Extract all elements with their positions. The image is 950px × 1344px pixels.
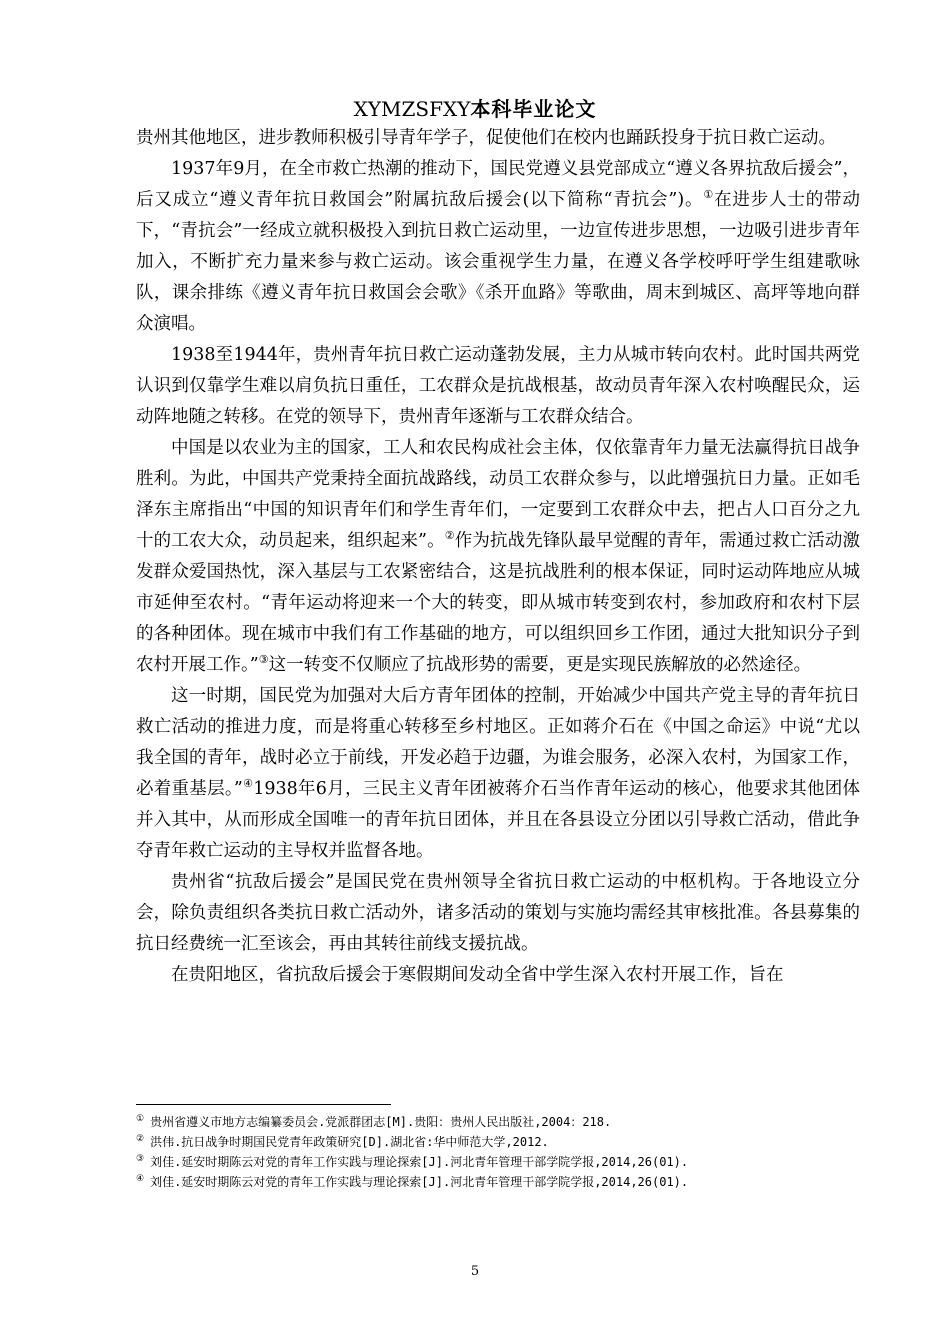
paragraph-text: 1938至1944年，贵州青年抗日救亡运动蓬勃发展，主力从城市转向农村。此时国共两党认识到仅靠学生难以肩负抗日重任，工农群众是抗战根基，故动员青年深入农村唤醒民众，运动阵地随之转移。在党的领导下，贵州青年逐渐与工农群众结合。 <box>136 345 860 427</box>
paragraph-text: 在进步人士的带动下，“青抗会”一经成立就积极投入到抗日救亡运动里，一边宣传进步思想，一边吸引进步青年加入，不断扩充力量来参与救亡运动。该会重视学生力量，在遵义各学校呼吁学生组建歌咏队，课余排练《遵义青年抗日救国会会歌》《杀开血路》等歌曲，周末到城区、高坪等地向群众演唱。 <box>136 190 860 334</box>
footnote-mark: ③ <box>136 1154 145 1164</box>
paragraph-text: 这一时期，国民党为加强对大后方青年团体的控制，开始减少中国共产党主导的青年抗日救亡活动的推进力度，而是将重心转移至乡村地区。正如蒋介石在《中国之命运》中说“尤以我全国的青年，战时必立于前线，开发必趋于边疆，为谁会服务，必深入农村，为国家工作，必着重基层。” <box>136 686 860 799</box>
paragraph <box>136 154 860 340</box>
footnote-ref: ① <box>703 188 715 202</box>
paragraph <box>136 123 860 154</box>
paragraph <box>136 681 860 867</box>
footnote-mark: ① <box>136 1114 145 1124</box>
footnote <box>136 1152 776 1172</box>
paragraph <box>136 867 860 960</box>
header-title: 本科毕业论文 <box>470 97 597 121</box>
paragraph <box>136 960 860 991</box>
footnote <box>136 1172 776 1192</box>
paragraph-text: 贵州省“抗敌后援会”是国民党在贵州领导全省抗日救亡运动的中枢机构。于各地设立分会，除负责组织各类抗日救亡活动外，诸多活动的策划与实施均需经其审核批准。各县募集的抗日经费统一汇至该会，再由其转往前线支援抗战。 <box>136 872 860 954</box>
footnote <box>136 1132 776 1152</box>
footnote-text: 贵州省遵义市地方志编纂委员会.党派群团志[M].贵阳：贵州人民出版社,2004：218. <box>150 1115 612 1129</box>
paragraph-text: 中国是以农业为主的国家，工人和农民构成社会主体，仅依靠青年力量无法赢得抗日战争胜利。为此，中国共产党秉持全面抗战路线，动员工农群众参与，以此增强抗日力量。正如毛泽东主席指出“中国的知识青年们和学生青年们，一定要到工农群众中去，把占人口百分之九十的工农大众，动员起来，组织起来”。 <box>136 438 860 551</box>
paragraph-text: 在贵阳地区，省抗敌后援会于寒假期间发动全省中学生深入农村开展工作，旨在 <box>171 965 784 985</box>
page-header <box>0 93 950 122</box>
footnote-ref: ④ <box>242 777 254 791</box>
footnote-text: 刘佳.延安时期陈云对党的青年工作实践与理论探索[J].河北青年管理干部学院学报,2014,26(01). <box>150 1155 689 1169</box>
paragraph-text: 1937年9月，在全市救亡热潮的推动下，国民党遵义县党部成立“遵义各界抗敌后援会”，后又成立“遵义青年抗日救国会”附属抗敌后援会(以下简称“青抗会”)。 <box>136 159 860 210</box>
paragraph-text: 贵州其他地区，进步教师积极引导青年学子，促使他们在校内也踊跃投身于抗日救亡运动。 <box>136 128 836 148</box>
footnote-mark: ④ <box>136 1174 145 1184</box>
footnote-text: 刘佳.延安时期陈云对党的青年工作实践与理论探索[J].河北青年管理干部学院学报,2014,26(01). <box>150 1175 689 1189</box>
paragraph-text: 1938年6月，三民主义青年团被蒋介石当作青年运动的核心，他要求其他团体并入其中，从而形成全国唯一的青年抗日团体，并且在各县设立分团以引导救亡活动，借此争夺青年救亡运动的主导权并监督各地。 <box>136 779 860 861</box>
footnotes <box>136 1112 776 1192</box>
footnote-ref: ② <box>444 529 455 543</box>
body-text <box>136 123 860 991</box>
paragraph <box>136 340 860 433</box>
header-latin: XYMZSFXY <box>353 97 471 121</box>
paragraph-text: 作为抗战先锋队最早觉醒的青年，需通过救亡活动激发群众爱国热忱，深入基层与工农紧密结合，这是抗战胜利的根本保证，同时运动阵地应从城市延伸至农村。“青年运动将迎来一个大的转变，即从城市转变到农村，参加政府和农村下层的各种团体。现在城市中我们有工作基础的地方，可以组织回乡工作团，通过大批知识分子到农村开展工作。” <box>136 531 860 675</box>
paragraph-text: 这一转变不仅顺应了抗战形势的需要，更是实现民族解放的必然途径。 <box>268 655 812 675</box>
page-number: 5 <box>470 1264 480 1279</box>
footnote-ref: ③ <box>258 653 269 667</box>
footnote-text: 洪伟.抗日战争时期国民党青年政策研究[D].湖北省:华中师范大学,2012. <box>150 1135 549 1149</box>
footnote-divider <box>136 1104 391 1105</box>
footnote-mark: ② <box>136 1134 145 1144</box>
paragraph <box>136 433 860 681</box>
footnote <box>136 1112 776 1132</box>
